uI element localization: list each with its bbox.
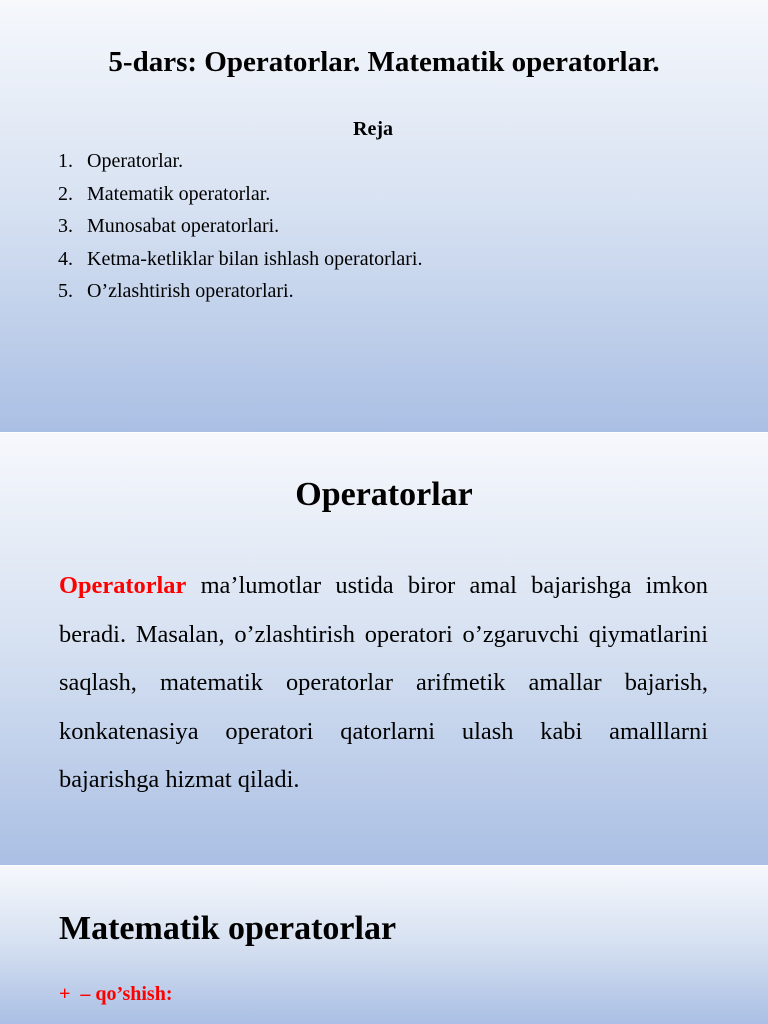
plan-heading: Reja (353, 118, 393, 140)
plan-item-text: Ketma-ketliklar bilan ishlash operatorlari. (87, 247, 423, 270)
plan-item (58, 180, 422, 213)
slide-1-title: 5-dars: Operatorlar. Matematik operatorlar. (108, 46, 660, 78)
plan-item (58, 245, 422, 278)
plan-item-number: 5. (58, 280, 73, 302)
plan-item-text: O’zlashtirish operatorlari. (87, 280, 294, 302)
operator-item (59, 983, 172, 1006)
operator-item-text: – qo’shish: (80, 983, 173, 1005)
plus-symbol: + (59, 983, 71, 1005)
plan-item-text: Munosabat operatorlari. (87, 215, 280, 237)
plan-item-number: 2. (58, 182, 73, 205)
definition-text: ma’lumotlar ustida biror amal bajarishga imkon beradi. Masalan, o’zlashtirish operatori o’zgaruvchi qiymatlarini saqlash, matematik operatorlar arifmetik amallar bajarish, konkatenasiya operatori qatorlarni ulash kabi amalllarni bajarishga hizmat qiladi. (59, 572, 708, 793)
definition-paragraph (59, 562, 708, 805)
plan-item-number: 3. (58, 215, 73, 237)
plan-item-number: 4. (58, 247, 73, 270)
plan-list (58, 147, 422, 310)
plan-item-text: Matematik operatorlar. (87, 182, 271, 205)
plan-item (58, 277, 422, 310)
plan-item (58, 212, 422, 245)
plan-item-number: 1. (58, 150, 73, 172)
plan-item-text: Operatorlar. (87, 150, 184, 172)
slide-3-title: Matematik operatorlar (59, 910, 397, 947)
slide-2-title: Operatorlar (295, 476, 473, 513)
plan-item (58, 147, 422, 180)
highlighted-term: Operatorlar (59, 572, 187, 599)
